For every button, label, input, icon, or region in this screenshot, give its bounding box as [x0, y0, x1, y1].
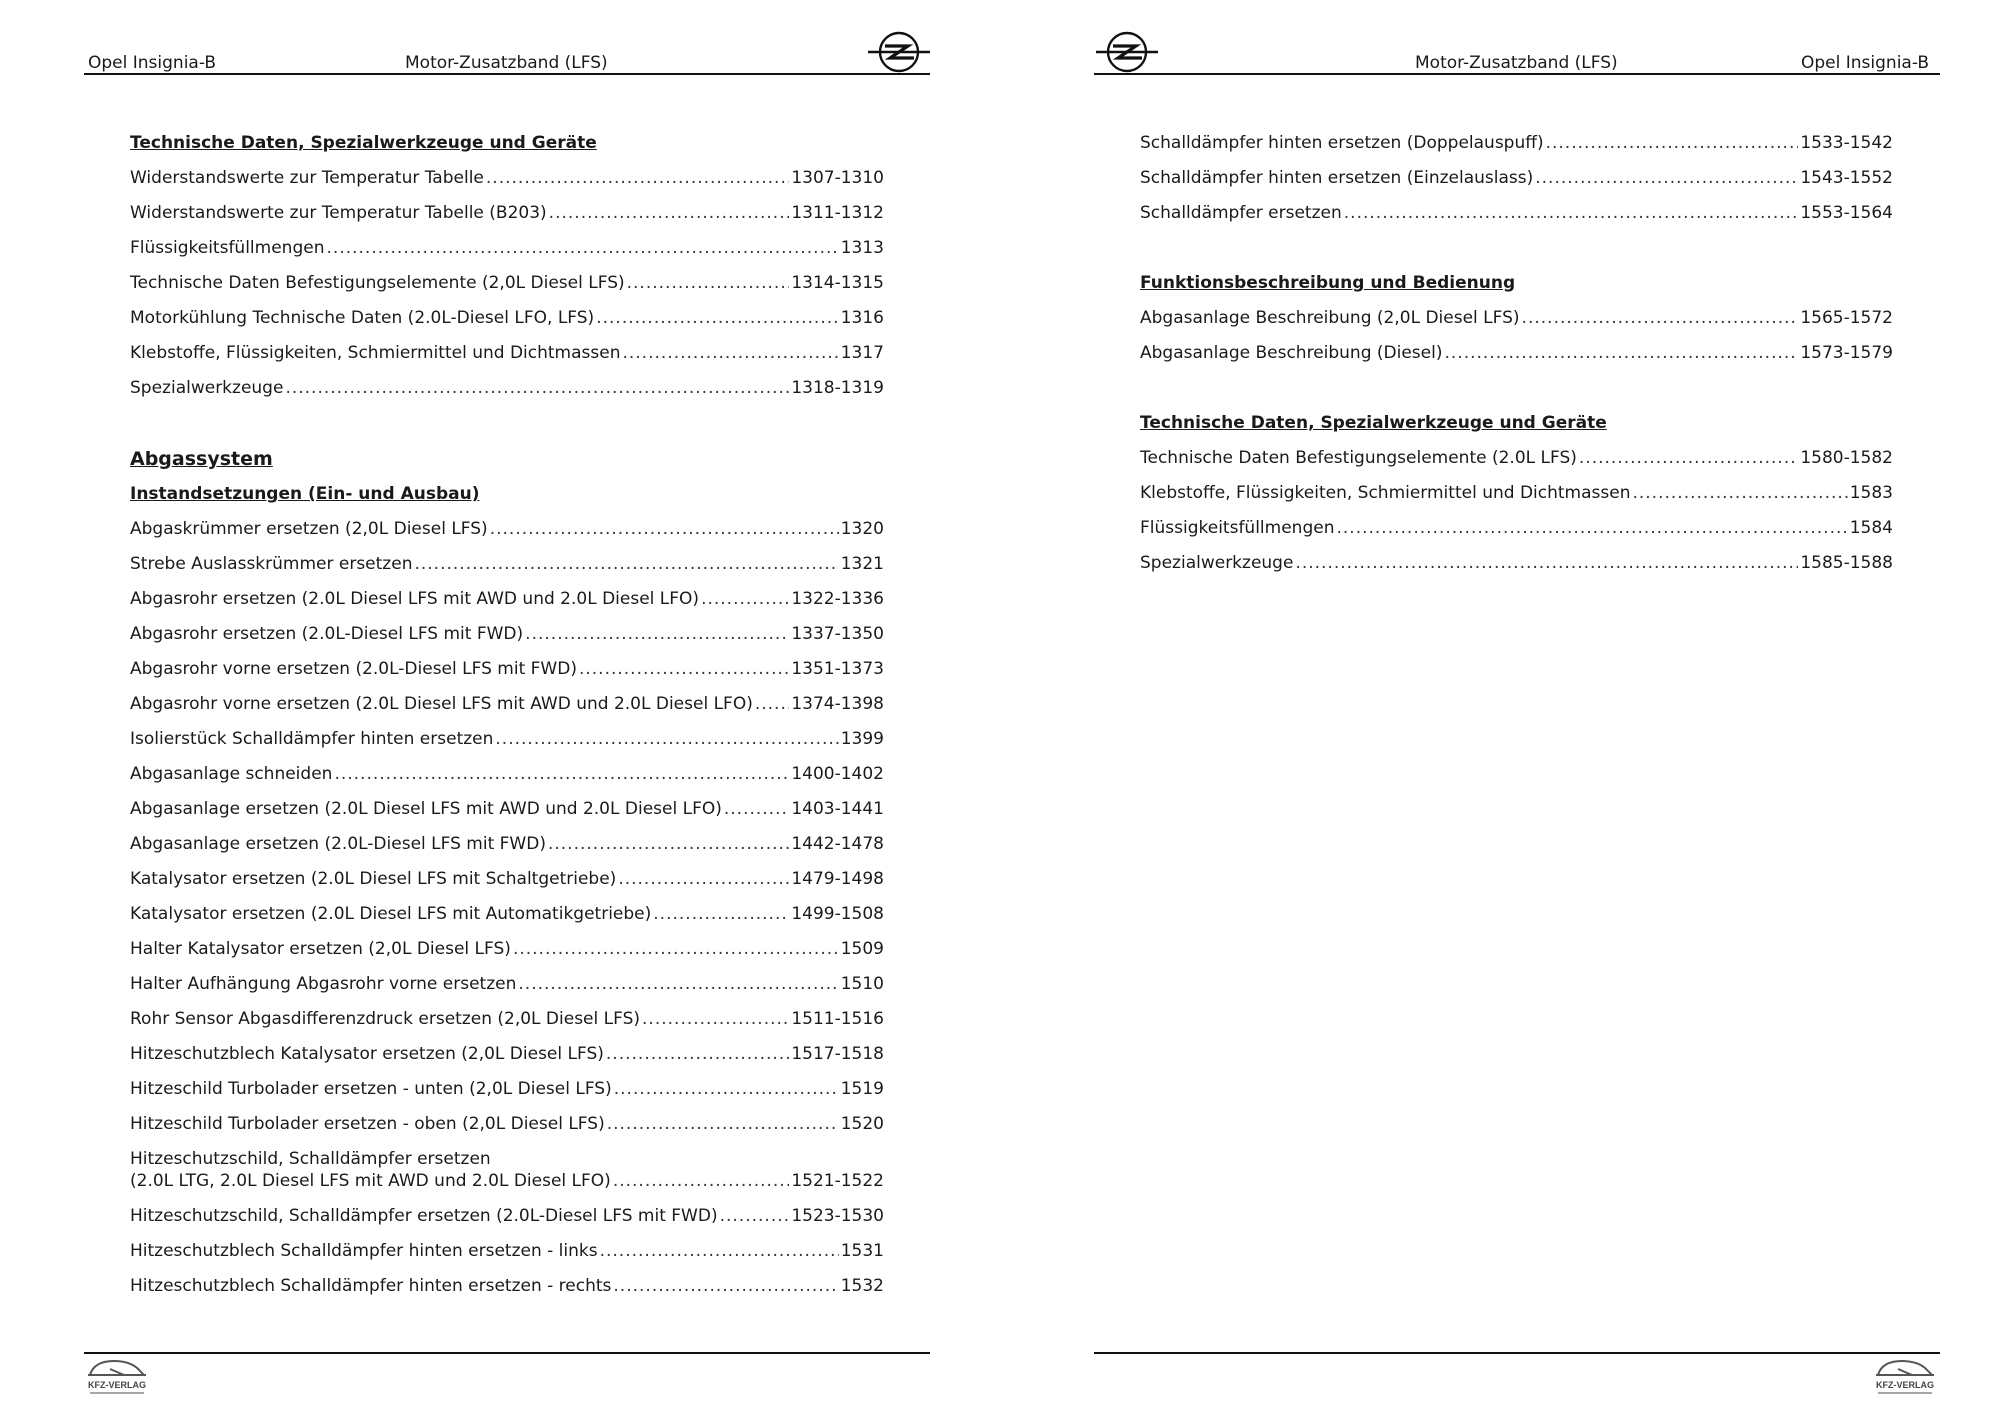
footer-rule	[84, 1352, 930, 1354]
toc-entry[interactable]: Rohr Sensor Abgasdifferenzdruck ersetzen (2,0L Diesel LFS) ..... 1511-1516	[130, 1008, 884, 1030]
toc-entry[interactable]: Flüssigkeitsfüllmengen ..... 1584	[1140, 517, 1893, 539]
toc-entry[interactable]: Strebe Auslasskrümmer ersetzen ..... 1321	[130, 553, 884, 575]
toc-entry[interactable]: Technische Daten Befestigungselemente (2,0L Diesel LFS) ..... 1314-1315	[130, 272, 884, 294]
toc-entry[interactable]: Abgasrohr vorne ersetzen (2.0L Diesel LFS mit AWD und 2.0L Diesel LFO) ..... 1374-1398	[130, 693, 884, 715]
toc-entry[interactable]: Abgasanlage ersetzen (2.0L Diesel LFS mit AWD und 2.0L Diesel LFO) ..... 1403-1441	[130, 798, 884, 820]
toc-entry[interactable]: Hitzeschild Turbolader ersetzen - oben (2,0L Diesel LFS) ..... 1520	[130, 1113, 884, 1135]
toc-entry[interactable]: Hitzeschutzblech Schalldämpfer hinten ersetzen - links ..... 1531	[130, 1240, 884, 1262]
toc-entry[interactable]: Abgasanlage Beschreibung (2,0L Diesel LFS) ..... 1565-1572	[1140, 307, 1893, 329]
toc-entry[interactable]: Flüssigkeitsfüllmengen ..... 1313	[130, 237, 884, 259]
section-title: Instandsetzungen (Ein- und Ausbau)	[130, 484, 480, 504]
toc-entry[interactable]: Spezialwerkzeuge ..... 1585-1588	[1140, 552, 1893, 574]
toc-entry[interactable]: Isolierstück Schalldämpfer hinten ersetzen ..... 1399	[130, 728, 884, 750]
toc-entry[interactable]: Abgasrohr ersetzen (2.0L Diesel LFS mit AWD und 2.0L Diesel LFO) ..... 1322-1336	[130, 588, 884, 610]
toc-entry[interactable]: Schalldämpfer ersetzen ..... 1553-1564	[1140, 202, 1893, 224]
header-rule	[84, 73, 930, 75]
header-title: Motor-Zusatzband (LFS)	[1415, 53, 1618, 73]
toc-entry-multiline[interactable]: Hitzeschutzschild, Schalldämpfer ersetzen (2.0L LTG, 2.0L Diesel LFS mit AWD und 2.0L Diesel LFO) ..... 1521-1522	[130, 1148, 884, 1192]
section-title: Funktionsbeschreibung und Bedienung	[1140, 273, 1516, 293]
toc-entry[interactable]: Hitzeschutzblech Schalldämpfer hinten ersetzen - rechts ..... 1532	[130, 1275, 884, 1297]
toc-entry[interactable]: Halter Katalysator ersetzen (2,0L Diesel LFS) ..... 1509	[130, 938, 884, 960]
toc-entry[interactable]: Spezialwerkzeuge ..... 1318-1319	[130, 377, 884, 399]
toc-entry[interactable]: Hitzeschutzschild, Schalldämpfer ersetzen (2.0L-Diesel LFS mit FWD) ..... 1523-1530	[130, 1205, 884, 1227]
toc-entry[interactable]: Schalldämpfer hinten ersetzen (Einzelauslass) ..... 1543-1552	[1140, 167, 1893, 189]
toc-entry[interactable]: Hitzeschild Turbolader ersetzen - unten (2,0L Diesel LFS) ..... 1519	[130, 1078, 884, 1100]
toc-entry[interactable]: Abgasanlage ersetzen (2.0L-Diesel LFS mit FWD) ..... 1442-1478	[130, 833, 884, 855]
toc-entry[interactable]: Abgaskrümmer ersetzen (2,0L Diesel LFS) ..... 1320	[130, 518, 884, 540]
toc-entry[interactable]: Abgasrohr vorne ersetzen (2.0L-Diesel LFS mit FWD) ..... 1351-1373	[130, 658, 884, 680]
toc-entry[interactable]: Widerstandswerte zur Temperatur Tabelle ..... 1307-1310	[130, 167, 884, 189]
opel-logo-icon	[1096, 30, 1158, 74]
toc-entry[interactable]: Schalldämpfer hinten ersetzen (Doppelauspuff) ..... 1533-1542	[1140, 132, 1893, 154]
opel-logo-icon	[868, 30, 930, 74]
header-title: Motor-Zusatzband (LFS)	[405, 53, 608, 73]
header-model: Opel Insignia-B	[1801, 53, 1930, 73]
chapter-title: Abgassystem	[130, 448, 273, 470]
toc-entry[interactable]: Motorkühlung Technische Daten (2.0L-Diesel LFO, LFS) ..... 1316	[130, 307, 884, 329]
toc-entry[interactable]: Katalysator ersetzen (2.0L Diesel LFS mit Automatikgetriebe) ..... 1499-1508	[130, 903, 884, 925]
toc-entry[interactable]: Widerstandswerte zur Temperatur Tabelle (B203) ..... 1311-1312	[130, 202, 884, 224]
section-title: Technische Daten, Spezialwerkzeuge und Geräte	[130, 133, 597, 153]
header-rule	[1094, 73, 1940, 75]
toc-entry[interactable]: Abgasanlage Beschreibung (Diesel) ..... 1573-1579	[1140, 342, 1893, 364]
footer-rule	[1094, 1352, 1940, 1354]
toc-entry[interactable]: Halter Aufhängung Abgasrohr vorne ersetzen ..... 1510	[130, 973, 884, 995]
toc-entry[interactable]: Katalysator ersetzen (2.0L Diesel LFS mit Schaltgetriebe) ..... 1479-1498	[130, 868, 884, 890]
toc-entry[interactable]: Abgasanlage schneiden ..... 1400-1402	[130, 763, 884, 785]
toc-entry[interactable]: Technische Daten Befestigungselemente (2.0L LFS) ..... 1580-1582	[1140, 447, 1893, 469]
section-title: Technische Daten, Spezialwerkzeuge und Geräte	[1140, 413, 1607, 433]
toc-entry[interactable]: Abgasrohr ersetzen (2.0L-Diesel LFS mit FWD) ..... 1337-1350	[130, 623, 884, 645]
kfz-verlag-logo	[1872, 1355, 1938, 1399]
toc-entry[interactable]: Hitzeschutzblech Katalysator ersetzen (2,0L Diesel LFS) ..... 1517-1518	[130, 1043, 884, 1065]
header-model: Opel Insignia-B	[88, 53, 217, 73]
right-page	[1000, 0, 2000, 1413]
svg-text:KFZ-VERLAG: KFZ-VERLAG	[1876, 1380, 1934, 1390]
toc-entry[interactable]: Klebstoffe, Flüssigkeiten, Schmiermittel und Dichtmassen ..... 1583	[1140, 482, 1893, 504]
toc-entry[interactable]: Klebstoffe, Flüssigkeiten, Schmiermittel und Dichtmassen ..... 1317	[130, 342, 884, 364]
kfz-verlag-logo	[84, 1355, 150, 1399]
svg-text:KFZ-VERLAG: KFZ-VERLAG	[88, 1380, 146, 1390]
